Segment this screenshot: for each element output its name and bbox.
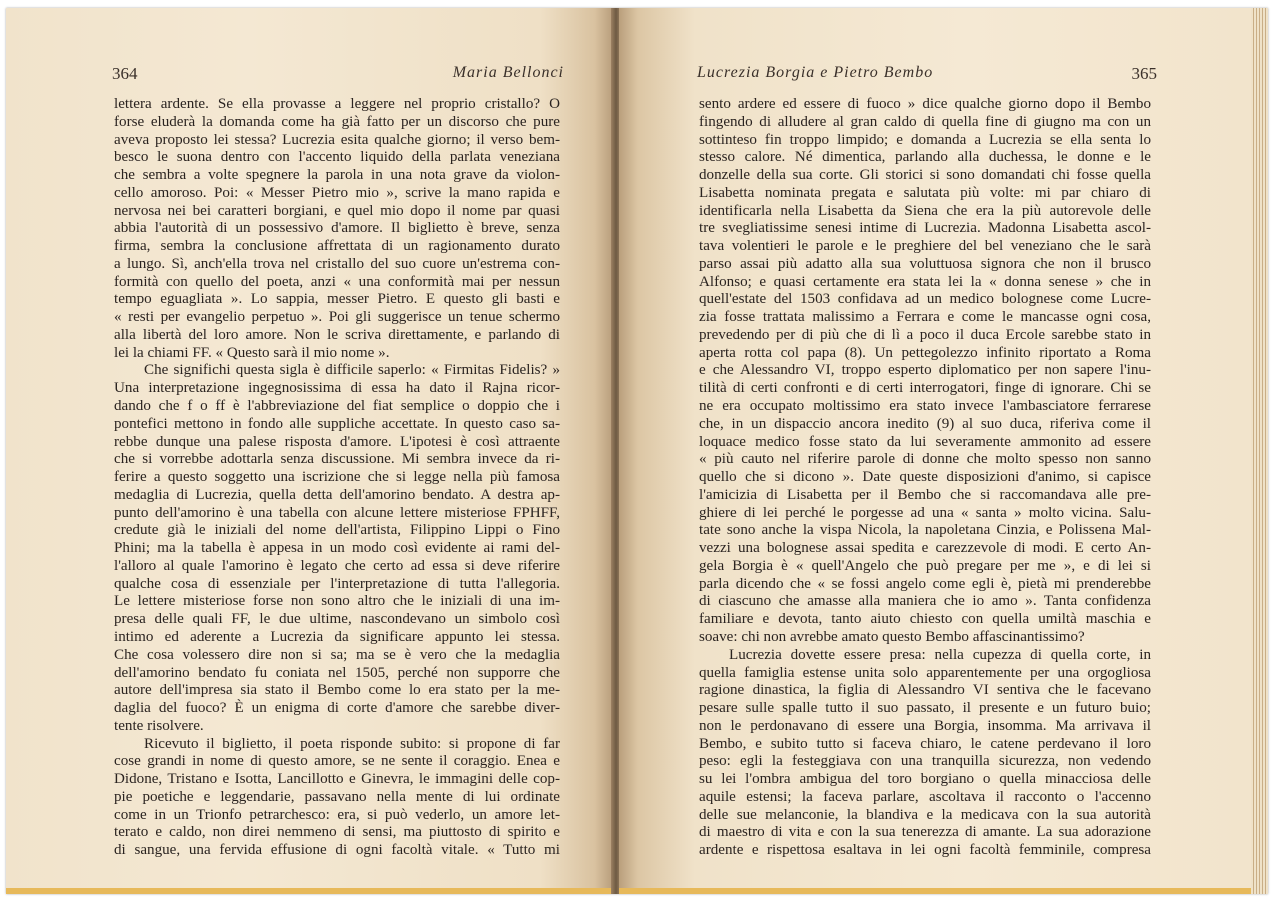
text-line: intimo ed aderente a Lucrezia da significare appunto lei stessa. <box>114 628 560 645</box>
text-line: autore dell'impresa sia stato il Bembo come lo era stato per la me- <box>114 682 560 699</box>
text-line: tente risolvere. <box>114 717 204 734</box>
text-line: sottinteso fin troppo limpido; e domanda a Lucrezia se ella senta lo <box>699 131 1151 148</box>
text-line: tre svegliatissime senesi intime di Lucrezia. Madonna Lisabetta ascol- <box>699 220 1151 237</box>
text-line: vezzi una bolognese assai spedita e carezzevole di modi. E certo An- <box>699 540 1151 557</box>
text-line: aperta rotta col papa (8). Un pettegolezzo infinito riportato a Roma <box>699 344 1151 361</box>
text-line: dell'amorino bendato fu coniata nel 1505, perché non supporre che <box>114 664 560 681</box>
text-line: quello che si dicono ». Date queste disposizioni d'animo, si capisce <box>699 469 1151 486</box>
text-line: rebbe dunque una palese risposta d'amore. L'ipotesi è così attraente <box>114 433 560 450</box>
text-line: Ricevuto il biglietto, il poeta risponde subito: si propone di far <box>144 735 560 752</box>
text-line: sento ardere ed essere di fuoco » dice qualche giorno dopo il Bembo <box>699 96 1151 112</box>
text-line: prevedendo per di più che di lì a poco il duca Ercole sarebbe stato in <box>699 326 1151 343</box>
left-page <box>6 8 613 894</box>
text-line: medaglia di Lucrezia, quella detta dell'amorino bendato. A destra ap- <box>114 486 560 503</box>
text-line: Didone, Tristano e Isotta, Lancillotto e Ginevra, le immagini delle cop- <box>114 771 560 788</box>
text-line: parla dicendo che « se fossi angelo come egli è, pietà mi prenderebbe <box>699 575 1151 592</box>
text-line: aquile estensi; la faceva parlare, ascoltava il racconto o l'accenno <box>699 788 1151 805</box>
text-line: stesso calore. Né dimentica, parlando alla duchessa, le donne e le <box>699 149 1151 166</box>
text-line: lei la chiami FF. « Questo sarà il mio nome ». <box>114 344 390 361</box>
text-line: firma, sembra la conclusione affrettata di un ragionamento durato <box>114 238 560 255</box>
text-line: di sangue, una fervida effusione di ogni facoltà vitale. « Tutto mi <box>114 842 560 859</box>
text-line: tate sono anche la vispa Nicola, la napoletana Cinzia, e Polissena Mal- <box>699 522 1151 539</box>
right-page-body <box>699 96 1151 860</box>
text-line: che, in un dispaccio ancora inedito (9) al suo duca, riferiva come il <box>699 415 1151 432</box>
text-line: soave: chi non avrebbe amato questo Bembo affascinantissimo? <box>699 628 1085 645</box>
text-line: quella famiglia estense unita solo apparentemente per una orgogliosa <box>699 664 1151 681</box>
text-line: daglia del fuoco? È un enigma di corte d'amore che sarebbe diver- <box>114 700 560 717</box>
right-page-header <box>697 64 1157 86</box>
text-line: donzelle della sua corte. Gli storici si sono domandati chi fosse quella <box>699 167 1151 184</box>
text-line: non le perdonavano di essere una Borgia, insomma. Ma arrivava il <box>699 717 1151 734</box>
text-line: qualche cosa di essenziale per l'interpretazione di tutta l'allegoria. <box>114 575 560 592</box>
text-line: Alfonso; e quasi certamente era stata lei la « donna senese » che in <box>699 273 1151 290</box>
text-line: lettera ardente. Se ella provasse a leggere nel proprio cristallo? O <box>114 96 560 112</box>
text-line: di maestro di vita e con la sua tenerezza di amante. La sua adorazione <box>699 824 1151 841</box>
text-line: pontefici mettono in fondo alle suppliche accettate. In questo caso sa- <box>114 415 560 432</box>
text-line: parso assai più adatto alla sua voluttuosa signora che non il brusco <box>699 255 1151 272</box>
text-line: dando che f o ff è l'abbreviazione del fiat semplice o doppio che i <box>114 398 560 415</box>
text-line: Le lettere misteriose forse non sono altro che le iniziali di una im- <box>114 593 560 610</box>
text-line: Una interpretazione ingegnosissima di essa ha dato il Rajna ricor- <box>114 380 560 397</box>
text-line: che sembra a volte spegnere la parola in una nota grave da violon- <box>114 167 560 184</box>
text-line: delle sue melanconie, la blandiva e la medicava con la sua autorità <box>699 806 1151 823</box>
text-line: gela Borgia è « quell'Angelo che può pregare per me », e di lei si <box>699 557 1151 574</box>
text-line: tilità di certi confronti e di certi interrogatori, finge di ignorare. Chi se <box>699 380 1151 397</box>
text-line: quell'estate del 1503 confidava ad un medico bolognese come Lucre- <box>699 291 1151 308</box>
text-line: cello amoroso. Poi: « Messer Pietro mio », scrive la mano rapida e <box>114 184 560 201</box>
text-line: besco le suona dentro con l'accento liquido della parlata veneziana <box>114 149 560 166</box>
text-line: Lisabetta nominata pregata e salutata più volte: mi par chiaro di <box>699 184 1151 201</box>
left-page-body <box>114 96 560 860</box>
text-line: loquace medico fosse stato da lui severamente ammonito ad essere <box>699 433 1151 450</box>
text-line: ragione dinastica, la figlia di Alessandro VI sentiva che le facevano <box>699 682 1151 699</box>
left-running-head: Maria Bellonci <box>452 64 564 81</box>
text-line: come in un Trionfo petrarchesco: era, si può vederlo, un amore let- <box>114 806 560 823</box>
text-line: tava volentieri le parole e le preghiere del bel veneziano che le sarà <box>699 238 1151 255</box>
text-line: l'alloro al quale l'amorino è legato che certo ad essa si deve riferire <box>114 557 560 574</box>
text-line: forse eluderà la domanda come ha già fatto per un discorso che pure <box>114 113 560 130</box>
text-line: ferire a questo soggetto una iscrizione che si legge nella più famosa <box>114 469 560 486</box>
right-running-head: Lucrezia Borgia e Pietro Bembo <box>697 64 934 81</box>
text-line: l'amicizia di Lisabetta per il Bembo che si raccomandava alle pre- <box>699 486 1151 503</box>
text-line: peso: egli la festeggiava con una tranquilla sicurezza, non vedendo <box>699 753 1151 770</box>
text-line: nervosa nei bei caratteri borgiani, e quel mio dopo il nome par quasi <box>114 202 560 219</box>
text-line: Bembo, e subito tutto si faceva chiaro, le catene perdevano il loro <box>699 735 1151 752</box>
text-line: ne era occupato moltissimo era stato invece l'ambasciatore ferrarese <box>699 398 1151 415</box>
open-book <box>6 8 1268 894</box>
text-line: Lucrezia dovette essere presa: nella cupezza di quella corte, in <box>729 646 1151 663</box>
text-line: ghiere di lei perché le porgesse ad una « santa » molto vicina. Salu- <box>699 504 1151 521</box>
text-line: formità con quello del poeta, anzi « una conformità mai per nessun <box>114 273 560 290</box>
text-line: zia fosse trattata malissimo a Ferrara e come le mancasse ogni cosa, <box>699 309 1151 326</box>
text-line: familiare e devota, tanto aiuto chiesto con quella umiltà maschia e <box>699 611 1151 628</box>
text-line: a lungo. Sì, anch'ella trova nel cristallo del suo cuore un'estrema con- <box>114 255 560 272</box>
right-page <box>619 8 1251 894</box>
text-line: pie poetiche e leggendarie, passavano nella mente di lui ordinate <box>114 788 560 805</box>
left-page-header <box>112 64 564 86</box>
text-line: alla libertà del loro amore. Non le scriva direttamente, e parlando di <box>114 326 560 343</box>
text-line: cose grandi in nome di questo amore, se ne sente il coraggio. Enea e <box>114 753 560 770</box>
text-line: tempo eguagliata ». Lo sappia, messer Pietro. E questo gli basti e <box>114 291 560 308</box>
text-line: Phini; ma la tabella è appesa in un modo così evidente ai rami del- <box>114 540 560 557</box>
left-page-number: 364 <box>112 64 138 83</box>
text-line: identificarla nella Lisabetta da Siena che era la più autorevole delle <box>699 202 1151 219</box>
text-line: punto dell'amorino è una tabella con alcune lettere misteriose FPHFF, <box>114 504 560 521</box>
text-line: terato e caldo, non direi nemmeno di sensi, ma piuttosto di spirito e <box>114 824 560 841</box>
text-line: di ciascuno che amasse alla maniera che io amo ». Tanta confidenza <box>699 593 1151 610</box>
text-line: abbia l'autorità di un possessivo d'amore. Il biglietto è breve, senza <box>114 220 560 237</box>
text-line: fingendo di alludere al gran caldo di quella fine di giugno ma con un <box>699 113 1151 130</box>
text-line: « resti per evangelio perpetuo ». Poi gli suggerisce un tenue schermo <box>114 309 560 326</box>
text-line: aveva proposto lei stessa? Lucrezia esita qualche giorno; il verso bem- <box>114 131 560 148</box>
text-line: ardente e rispettosa esaltava in lei ogni facoltà femminile, compresa <box>699 842 1151 859</box>
page-edges <box>1251 8 1268 894</box>
text-line: su lei l'ombra ambigua del toro borgiano o quella minacciosa delle <box>699 771 1151 788</box>
right-page-number: 365 <box>1131 64 1157 83</box>
text-line: che si vorrebbe adottarla senza discussione. Mi sembra invece da ri- <box>114 451 560 468</box>
text-line: Che significhi questa sigla è difficile saperlo: « Firmitas Fidelis? » <box>144 362 560 379</box>
text-line: pesare sulle spalle tutto il suo passato, il presente e un futuro buio; <box>699 700 1151 717</box>
text-line: presa delle quali FF, le due ultime, nascondevano un simbolo così <box>114 611 560 628</box>
text-line: Che cosa volessero dire non si sa; ma se è vero che la medaglia <box>114 646 560 663</box>
text-line: « più cauto nel riferire parole di donne che molto spesso non sanno <box>699 451 1151 468</box>
text-line: credute già le iniziali del nome dell'artista, Filippino Lippi o Fino <box>114 522 560 539</box>
text-line: e che Alessandro VI, troppo esperto diplomatico per non sapere l'inu- <box>699 362 1151 379</box>
